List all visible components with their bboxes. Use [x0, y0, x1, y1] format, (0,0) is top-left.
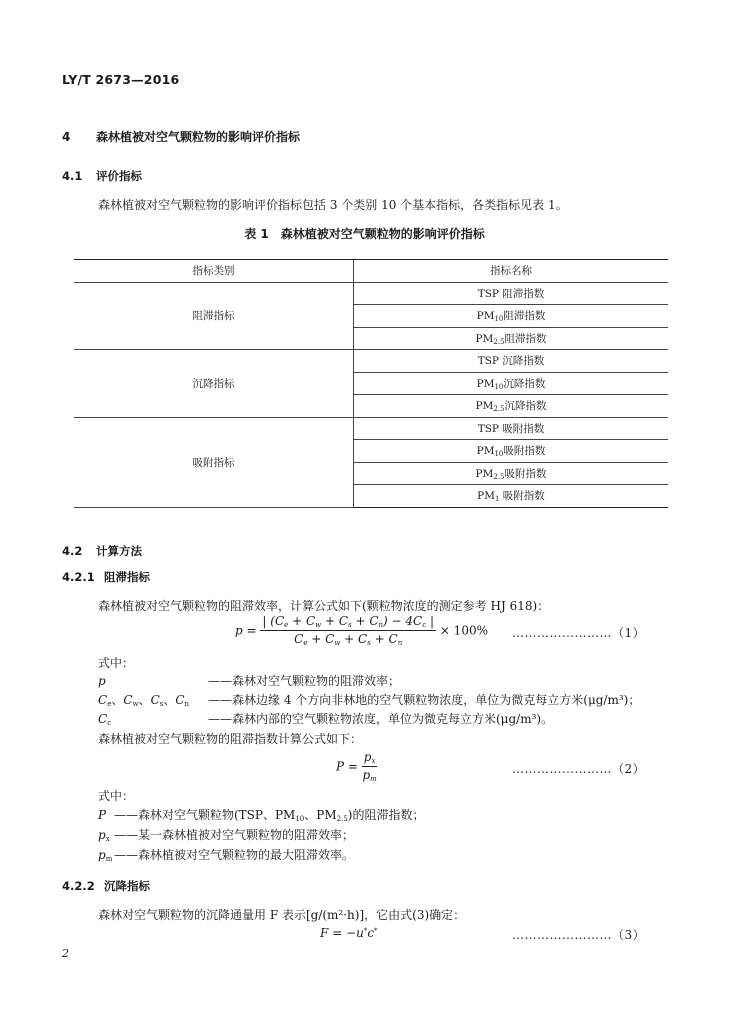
definition-row: $C_c$ ——森林内部的空气颗粒物浓度，单位为微克每立方米(μg/m³)。 — [98, 712, 554, 727]
category-cell: 吸附指标 — [74, 417, 354, 507]
standard-number: LY/T 2673—2016 — [62, 72, 180, 87]
definition-row: p ——森林对空气颗粒物的阻滞效率； — [98, 674, 401, 688]
indicator-cell: $PM_1$ 吸附指数 — [354, 485, 669, 508]
where-label-1: 式中： — [98, 656, 135, 670]
section-4-heading — [62, 128, 300, 145]
section-4-2-2-heading: 4.2.2 沉降指标 — [62, 879, 150, 893]
indicator-cell: $PM_{10}$沉降指数 — [354, 372, 669, 395]
indicator-cell: $PM_{10}$阻滞指数 — [354, 305, 669, 328]
definition-row: $p_x$ ——某一森林植被对空气颗粒物的阻滞效率； — [98, 828, 355, 843]
indicator-cell: TSP 沉降指数 — [354, 350, 669, 373]
definition-row: P ——森林对空气颗粒物(TSP、$PM_{10}$、$PM_{2.5}$)的阻滞指数； — [98, 808, 425, 823]
equation-2-number: ……………………（2） — [512, 762, 646, 776]
equation-2-fraction: $\frac{p_x}{p_m}$ — [362, 750, 377, 783]
equation-2: P = $\frac{p_x}{p_m}$ — [336, 750, 377, 783]
indicator-cell: TSP 阻滞指数 — [354, 282, 669, 305]
indicator-cell: $PM_{2.5}$吸附指数 — [354, 462, 669, 485]
indicator-cell: TSP 吸附指数 — [354, 417, 669, 440]
equation-3: F = −u*c* — [320, 926, 378, 940]
table-row — [74, 417, 668, 440]
section-4-2-1-intro2: 森林植被对空气颗粒物的阻滞指数计算公式如下： — [98, 732, 363, 746]
section-4-2-2-intro: 森林对空气颗粒物的沉降通量用 F 表示[g/(m²·h)]，它由式(3)确定： — [98, 908, 466, 922]
section-4-2-1-heading: 4.2.1 阻滞指标 — [62, 570, 150, 584]
section-4-2-heading: 4.2 计算方法 — [62, 544, 142, 558]
header-name: 指标名称 — [354, 260, 669, 283]
table-row — [74, 350, 668, 373]
header-category: 指标类别 — [74, 260, 354, 283]
equation-3-number: ……………………（3） — [512, 928, 646, 942]
indicator-cell: $PM_{2.5}$沉降指数 — [354, 395, 669, 418]
table-header-row — [74, 260, 668, 283]
table-1-caption: 表 1 森林植被对空气颗粒物的影响评价指标 — [244, 227, 485, 241]
indicator-table — [74, 259, 668, 508]
section-number: 4 — [62, 130, 71, 144]
category-cell: 沉降指标 — [74, 350, 354, 418]
page-number: 2 — [62, 947, 69, 960]
definition-row: $p_m$ ——森林植被对空气颗粒物的最大阻滞效率。 — [98, 848, 355, 863]
definition-row: $C_e$、$C_w$、$C_s$、$C_n$ ——森林边缘 4 个方向非林地的空气颗粒物浓度，单位为微克每立方米(μg/m³)； — [98, 693, 641, 708]
indicator-cell: $PM_{10}$吸附指数 — [354, 440, 669, 463]
equation-1: p = $\frac{| (C_e + C_w + C_s + C_n) - 4C_c |}{C_e + C_w + C_s + C_n}$ × 100% — [235, 614, 488, 647]
where-label-2: 式中： — [98, 789, 135, 803]
section-4-2-1-intro: 森林植被对空气颗粒物的阻滞效率，计算公式如下(颗粒物浓度的测定参考 HJ 618)： — [98, 599, 550, 613]
section-title: 森林植被对空气颗粒物的影响评价指标 — [96, 130, 301, 144]
indicator-cell: $PM_{2.5}$阻滞指数 — [354, 327, 669, 350]
table-row — [74, 282, 668, 305]
equation-1-number: ……………………（1） — [512, 626, 646, 640]
section-4-1-text: 森林植被对空气颗粒物的影响评价指标包括 3 个类别 10 个基本指标，各类指标见表 1。 — [98, 198, 568, 212]
category-cell: 阻滞指标 — [74, 282, 354, 350]
section-4-1-heading: 4.1 评价指标 — [62, 169, 142, 183]
equation-1-fraction: $\frac{| (C_e + C_w + C_s + C_n) - 4C_c |}{C_e + C_w + C_s + C_n}$ — [262, 614, 434, 647]
